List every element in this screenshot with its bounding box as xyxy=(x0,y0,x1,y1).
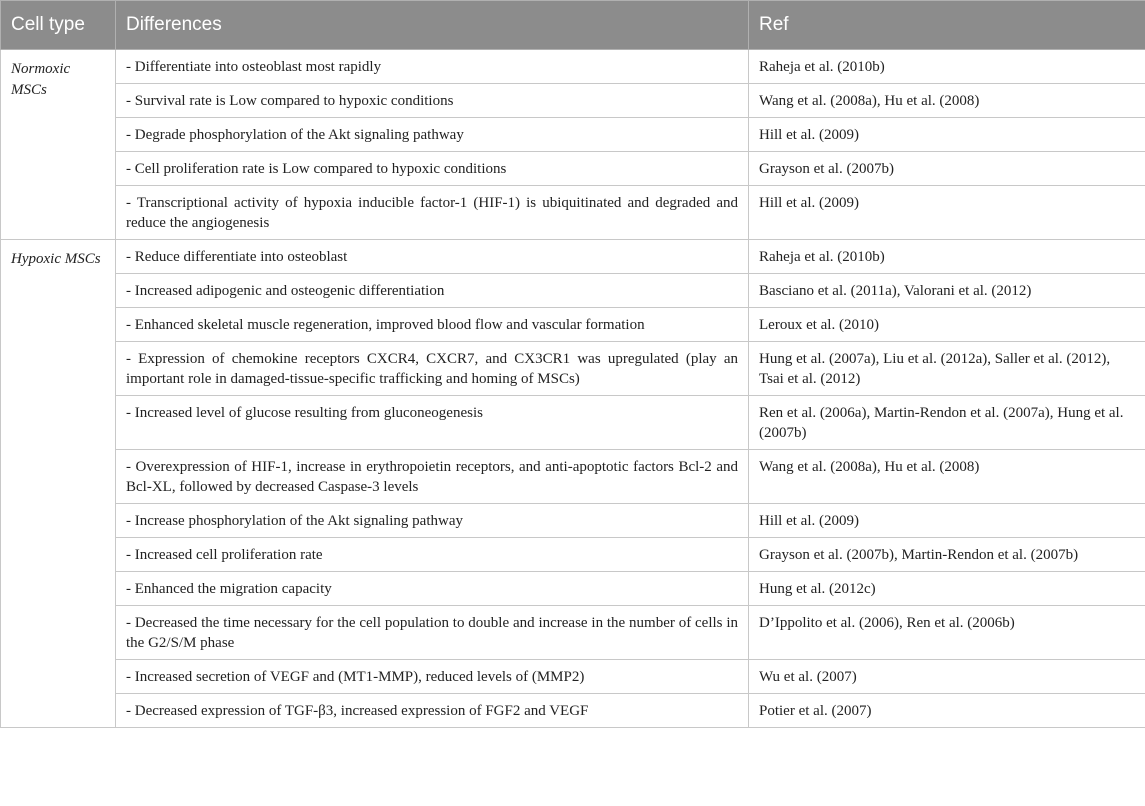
difference-cell: - Differentiate into osteoblast most rapidly xyxy=(116,50,749,84)
cell-type-label: Normoxic MSCs xyxy=(1,50,116,240)
table-row xyxy=(1,240,1145,274)
table-row xyxy=(1,694,1145,728)
reference-cell: Hung et al. (2012c) xyxy=(749,572,1145,606)
table-row xyxy=(1,50,1145,84)
difference-cell: - Overexpression of HIF-1, increase in erythropoietin receptors, and anti-apoptotic factors Bcl-2 and Bcl-XL, followed by decreased Caspase-3 levels xyxy=(116,450,749,504)
difference-cell: - Cell proliferation rate is Low compared to hypoxic conditions xyxy=(116,152,749,186)
table-row xyxy=(1,152,1145,186)
header-row xyxy=(1,1,1145,50)
table-row xyxy=(1,396,1145,450)
difference-cell: - Reduce differentiate into osteoblast xyxy=(116,240,749,274)
reference-cell: Wang et al. (2008a), Hu et al. (2008) xyxy=(749,450,1145,504)
reference-cell: Wang et al. (2008a), Hu et al. (2008) xyxy=(749,84,1145,118)
table-row xyxy=(1,504,1145,538)
table-row xyxy=(1,606,1145,660)
reference-cell: Basciano et al. (2011a), Valorani et al. (2012) xyxy=(749,274,1145,308)
difference-cell: - Increased level of glucose resulting from gluconeogenesis xyxy=(116,396,749,450)
reference-cell: Grayson et al. (2007b), Martin-Rendon et al. (2007b) xyxy=(749,538,1145,572)
table-row xyxy=(1,308,1145,342)
header-cell-type: Cell type xyxy=(1,1,116,50)
header-differences: Differences xyxy=(116,1,749,50)
reference-cell: Hill et al. (2009) xyxy=(749,186,1145,240)
header-ref: Ref xyxy=(749,1,1145,50)
difference-cell: - Degrade phosphorylation of the Akt signaling pathway xyxy=(116,118,749,152)
table-body xyxy=(1,50,1145,728)
reference-cell: Hill et al. (2009) xyxy=(749,504,1145,538)
difference-cell: - Increase phosphorylation of the Akt signaling pathway xyxy=(116,504,749,538)
difference-cell: - Increased cell proliferation rate xyxy=(116,538,749,572)
reference-cell: Hill et al. (2009) xyxy=(749,118,1145,152)
difference-cell: - Decreased the time necessary for the cell population to double and increase in the number of cells in the G2/S/M phase xyxy=(116,606,749,660)
reference-cell: Raheja et al. (2010b) xyxy=(749,240,1145,274)
difference-cell: - Expression of chemokine receptors CXCR4, CXCR7, and CX3CR1 was upregulated (play an important role in damaged-tissue-specific trafficking and homing of MSCs) xyxy=(116,342,749,396)
reference-cell: Leroux et al. (2010) xyxy=(749,308,1145,342)
table-row xyxy=(1,186,1145,240)
reference-cell: Grayson et al. (2007b) xyxy=(749,152,1145,186)
difference-cell: - Increased secretion of VEGF and (MT1-MMP), reduced levels of (MMP2) xyxy=(116,660,749,694)
difference-cell: - Survival rate is Low compared to hypoxic conditions xyxy=(116,84,749,118)
difference-cell: - Enhanced skeletal muscle regeneration, improved blood flow and vascular formation xyxy=(116,308,749,342)
reference-cell: Wu et al. (2007) xyxy=(749,660,1145,694)
table-row xyxy=(1,538,1145,572)
reference-cell: Hung et al. (2007a), Liu et al. (2012a), Saller et al. (2012), Tsai et al. (2012) xyxy=(749,342,1145,396)
reference-cell: D’Ippolito et al. (2006), Ren et al. (2006b) xyxy=(749,606,1145,660)
table-row xyxy=(1,342,1145,396)
table-row xyxy=(1,274,1145,308)
difference-cell: - Increased adipogenic and osteogenic differentiation xyxy=(116,274,749,308)
difference-cell: - Transcriptional activity of hypoxia inducible factor-1 (HIF-1) is ubiquitinated and degraded and reduce the angiogenesis xyxy=(116,186,749,240)
table-row xyxy=(1,660,1145,694)
reference-cell: Potier et al. (2007) xyxy=(749,694,1145,728)
cell-type-label: Hypoxic MSCs xyxy=(1,240,116,728)
reference-cell: Raheja et al. (2010b) xyxy=(749,50,1145,84)
reference-cell: Ren et al. (2006a), Martin-Rendon et al. (2007a), Hung et al. (2007b) xyxy=(749,396,1145,450)
table-row xyxy=(1,450,1145,504)
difference-cell: - Enhanced the migration capacity xyxy=(116,572,749,606)
table-row xyxy=(1,84,1145,118)
table-row xyxy=(1,572,1145,606)
difference-cell: - Decreased expression of TGF-β3, increased expression of FGF2 and VEGF xyxy=(116,694,749,728)
table-row xyxy=(1,118,1145,152)
